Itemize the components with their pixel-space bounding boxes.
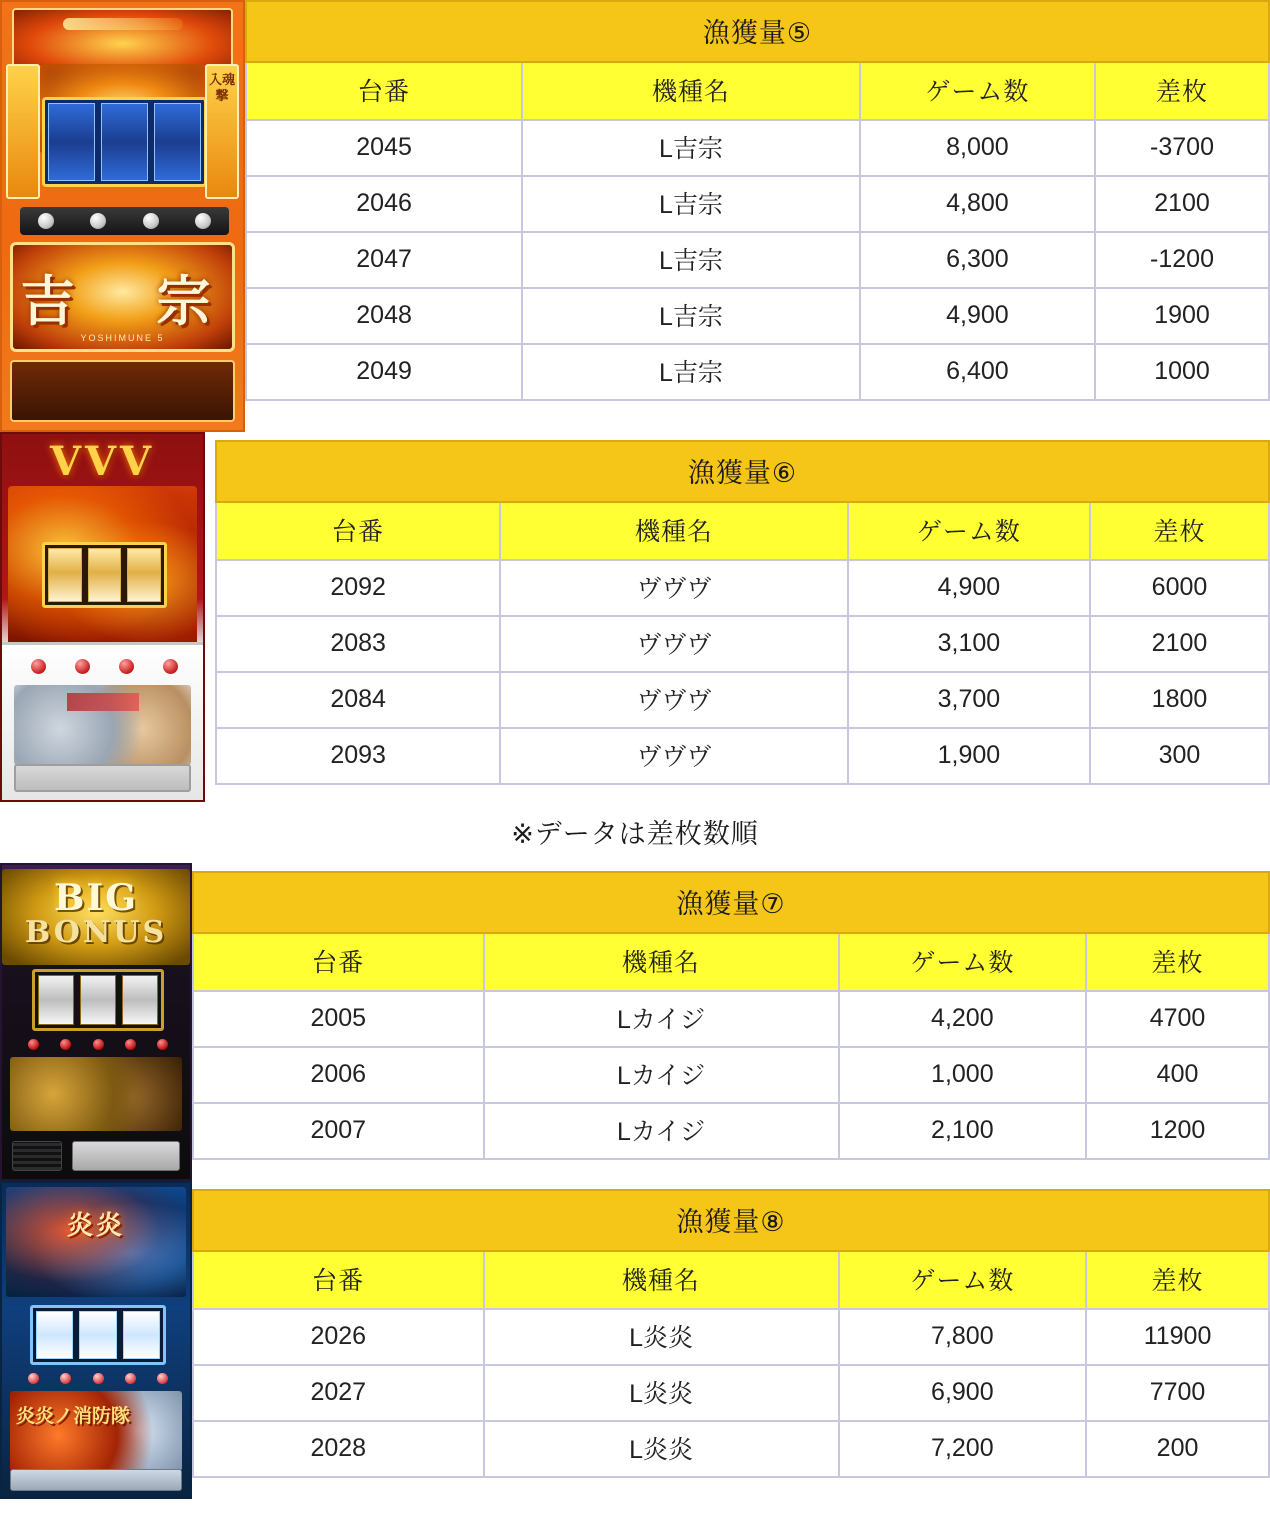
machine-bonus-text: BONUS — [24, 915, 168, 950]
cell-kishumei: ヴヴヴ — [500, 672, 847, 728]
data-order-note: ※データは差枚数順 — [511, 819, 759, 849]
cell-kishumei: Lカイジ — [484, 1103, 839, 1159]
column-header-daiban: 台番 — [216, 502, 500, 560]
cell-samai: 1200 — [1086, 1103, 1269, 1159]
table-row — [216, 616, 1269, 672]
data-table-5 — [245, 0, 1270, 401]
machine-character-art — [10, 1391, 182, 1471]
cell-gamesu: 6,300 — [860, 232, 1095, 288]
machine-side-text: 入魂撃 — [208, 72, 235, 104]
column-header-samai: 差枚 — [1090, 502, 1269, 560]
table-row — [193, 991, 1269, 1047]
machine-reels — [42, 542, 167, 608]
column-header-kishumei: 機種名 — [522, 62, 860, 120]
table-title: 漁獲量⑤ — [246, 1, 1269, 62]
column-header-samai: 差枚 — [1086, 1251, 1269, 1309]
cell-daiban: 2049 — [246, 344, 522, 400]
column-header-kishumei: 機種名 — [484, 933, 839, 991]
cell-kishumei: L吉宗 — [522, 232, 860, 288]
machine-speaker — [12, 1141, 62, 1171]
cell-gamesu: 3,100 — [848, 616, 1090, 672]
data-table-6 — [215, 440, 1270, 785]
cell-gamesu: 2,100 — [839, 1103, 1086, 1159]
cell-kishumei: L吉宗 — [522, 288, 860, 344]
machine-button-row — [16, 655, 192, 677]
table-wrapper-8 — [192, 1181, 1270, 1478]
cell-daiban: 2026 — [193, 1309, 484, 1365]
cell-daiban: 2048 — [246, 288, 522, 344]
table-row — [216, 560, 1269, 616]
machine-name-panel — [10, 242, 235, 352]
column-header-daiban: 台番 — [193, 1251, 484, 1309]
cell-gamesu: 8,000 — [860, 120, 1095, 176]
machine-name-romaji: YOSHIMUNE 5 — [80, 333, 165, 343]
cell-gamesu: 4,900 — [848, 560, 1090, 616]
machine-reels — [32, 969, 164, 1031]
machine-reels — [30, 1305, 166, 1365]
machine-character-art — [14, 685, 191, 765]
machine-logo-text: VVV — [49, 438, 156, 485]
section-table-8 — [0, 1181, 1270, 1499]
section-table-7 — [0, 863, 1270, 1181]
table-row — [246, 288, 1269, 344]
machine-lower-panel — [2, 642, 203, 800]
column-header-gamesu: ゲーム数 — [839, 1251, 1086, 1309]
cell-daiban: 2045 — [246, 120, 522, 176]
column-header-samai: 差枚 — [1095, 62, 1269, 120]
cell-gamesu: 1,000 — [839, 1047, 1086, 1103]
column-header-daiban: 台番 — [193, 933, 484, 991]
table-title: 漁獲量⑦ — [193, 872, 1269, 933]
cell-kishumei: Lカイジ — [484, 1047, 839, 1103]
table-row — [216, 672, 1269, 728]
cell-daiban: 2092 — [216, 560, 500, 616]
column-header-samai: 差枚 — [1086, 933, 1269, 991]
cell-samai: 1800 — [1090, 672, 1269, 728]
cell-samai: 2100 — [1095, 176, 1269, 232]
table-row — [246, 344, 1269, 400]
table-row — [193, 1309, 1269, 1365]
cell-samai: 200 — [1086, 1421, 1269, 1477]
table-wrapper-5 — [245, 0, 1270, 401]
column-header-gamesu: ゲーム数 — [848, 502, 1090, 560]
machine-coin-tray — [14, 764, 191, 792]
table-title: 漁獲量⑥ — [216, 441, 1269, 502]
table-wrapper-7 — [192, 863, 1270, 1160]
column-header-gamesu: ゲーム数 — [860, 62, 1095, 120]
table-row — [193, 1365, 1269, 1421]
cell-samai: 6000 — [1090, 560, 1269, 616]
table-row — [193, 1103, 1269, 1159]
machine-big-text: BIG — [53, 877, 138, 919]
table-row — [193, 1047, 1269, 1103]
section-table-5 — [0, 0, 1270, 432]
cell-samai: 300 — [1090, 728, 1269, 784]
cell-daiban: 2027 — [193, 1365, 484, 1421]
cell-samai: 1000 — [1095, 344, 1269, 400]
machine-reels — [42, 97, 207, 187]
column-header-gamesu: ゲーム数 — [839, 933, 1086, 991]
cell-kishumei: L吉宗 — [522, 344, 860, 400]
table-title: 漁獲量⑧ — [193, 1190, 1269, 1251]
data-table-7 — [192, 871, 1270, 1160]
table-row — [193, 1421, 1269, 1477]
data-table-8 — [192, 1189, 1270, 1478]
cell-samai: 11900 — [1086, 1309, 1269, 1365]
machine-button-row — [20, 207, 229, 235]
cell-samai: -3700 — [1095, 120, 1269, 176]
cell-gamesu: 3,700 — [848, 672, 1090, 728]
column-header-daiban: 台番 — [246, 62, 522, 120]
machine-coin-tray — [10, 1469, 182, 1491]
cell-kishumei: L炎炎 — [484, 1309, 839, 1365]
machine-lamp-row — [28, 1373, 168, 1384]
machine-top-panel — [6, 1187, 186, 1297]
cell-daiban: 2006 — [193, 1047, 484, 1103]
cell-kishumei: L炎炎 — [484, 1365, 839, 1421]
column-header-kishumei: 機種名 — [484, 1251, 839, 1309]
machine-image-yoshimune — [0, 0, 245, 432]
table-wrapper-6 — [205, 432, 1270, 785]
cell-daiban: 2028 — [193, 1421, 484, 1477]
cell-gamesu: 4,200 — [839, 991, 1086, 1047]
machine-sidebar-left — [6, 64, 40, 199]
cell-kishumei: ヴヴヴ — [500, 616, 847, 672]
machine-character-art — [10, 1057, 182, 1131]
cell-daiban: 2093 — [216, 728, 500, 784]
machine-coin-tray — [72, 1141, 180, 1171]
cell-daiban: 2046 — [246, 176, 522, 232]
cell-samai: 400 — [1086, 1047, 1269, 1103]
machine-image-enen — [0, 1181, 192, 1499]
cell-kishumei: L炎炎 — [484, 1421, 839, 1477]
cell-gamesu: 4,900 — [860, 288, 1095, 344]
machine-image-kaiji — [0, 863, 192, 1181]
machine-image-valvrave — [0, 432, 205, 802]
machine-top-panel — [2, 869, 190, 965]
cell-kishumei: ヴヴヴ — [500, 560, 847, 616]
table-row — [216, 728, 1269, 784]
cell-kishumei: ヴヴヴ — [500, 728, 847, 784]
cell-gamesu: 1,900 — [848, 728, 1090, 784]
cell-daiban: 2005 — [193, 991, 484, 1047]
cell-samai: 4700 — [1086, 991, 1269, 1047]
cell-samai: -1200 — [1095, 232, 1269, 288]
cell-samai: 7700 — [1086, 1365, 1269, 1421]
cell-gamesu: 7,800 — [839, 1309, 1086, 1365]
machine-title-text: 炎炎 — [66, 1211, 125, 1241]
cell-gamesu: 7,200 — [839, 1421, 1086, 1477]
cell-daiban: 2007 — [193, 1103, 484, 1159]
cell-daiban: 2047 — [246, 232, 522, 288]
machine-coin-tray — [10, 360, 235, 422]
machine-top-panel — [12, 8, 233, 68]
cell-samai: 1900 — [1095, 288, 1269, 344]
column-header-kishumei: 機種名 — [500, 502, 847, 560]
machine-sidebar-right — [205, 64, 239, 199]
cell-daiban: 2083 — [216, 616, 500, 672]
section-table-6 — [0, 432, 1270, 802]
machine-name-kanji: 吉 宗 — [20, 268, 225, 333]
cell-gamesu: 4,800 — [860, 176, 1095, 232]
cell-kishumei: L吉宗 — [522, 120, 860, 176]
cell-kishumei: L吉宗 — [522, 176, 860, 232]
cell-daiban: 2084 — [216, 672, 500, 728]
table-row — [246, 232, 1269, 288]
cell-samai: 2100 — [1090, 616, 1269, 672]
cell-gamesu: 6,900 — [839, 1365, 1086, 1421]
machine-subtitle-text: 炎炎ノ消防隊 — [16, 1405, 131, 1427]
machine-lamp-row — [28, 1039, 168, 1050]
table-row — [246, 120, 1269, 176]
cell-gamesu: 6,400 — [860, 344, 1095, 400]
table-row — [246, 176, 1269, 232]
cell-kishumei: Lカイジ — [484, 991, 839, 1047]
